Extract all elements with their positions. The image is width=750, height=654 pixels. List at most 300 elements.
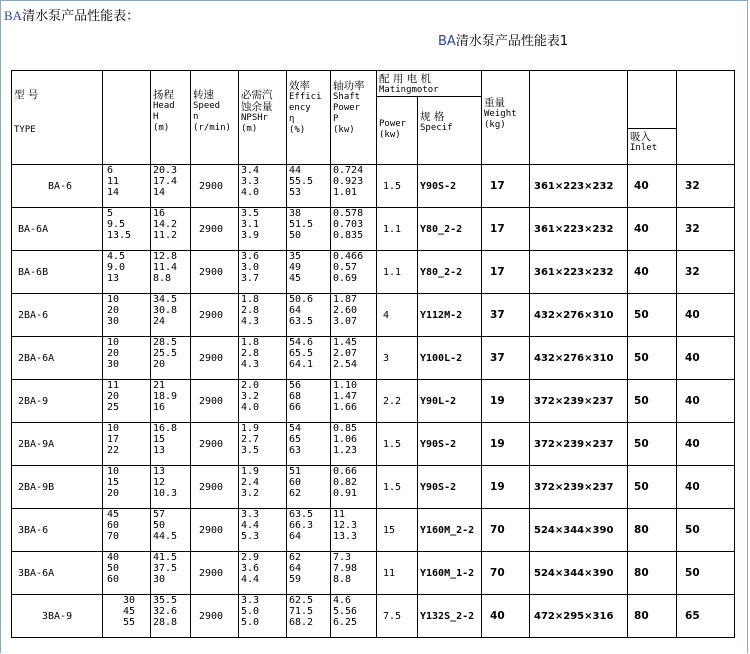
shaft-cell-value: 2.07 (333, 348, 358, 359)
efficiency-cell-value: 53 (289, 187, 302, 198)
efficiency-cell-value: 50.6 (289, 294, 314, 305)
npsh-cell-value: 3.2 (241, 391, 260, 402)
model-header (12, 71, 103, 165)
outlet-cell: 40 (677, 423, 735, 466)
inlet-cell: 40 (628, 251, 677, 294)
outlet-cell: 40 (677, 294, 735, 337)
shaft-header-line: Power (333, 103, 361, 113)
shaft-header-line: Shaft (333, 92, 361, 102)
speed-header-line: n (193, 112, 199, 122)
shaft-cell-value: 7.3 (333, 552, 352, 563)
shaft-cell-value: 0.703 (333, 219, 364, 230)
npsh-cell (239, 466, 287, 509)
table-row (12, 380, 735, 423)
head-cell-value: 50 (153, 520, 166, 531)
efficiency-cell-value: 63.5 (289, 316, 314, 327)
npsh-cell-value: 1.9 (241, 466, 260, 477)
npsh-cell-value: 4.4 (241, 520, 260, 531)
flow-header (103, 71, 151, 165)
inlet-header-top (628, 71, 677, 129)
head-cell-value: 16 (153, 402, 166, 413)
table-title-prefix: BA (438, 34, 456, 49)
head-cell (151, 208, 191, 251)
head-cell-value: 8.8 (153, 273, 172, 284)
head-cell (151, 380, 191, 423)
head-header-line: 扬程 (153, 89, 174, 101)
head-header-line: (m) (153, 123, 170, 133)
head-cell-value: 11.2 (153, 230, 178, 241)
efficiency-header-line: η (289, 114, 295, 124)
model-cell: BA-6 (12, 165, 103, 208)
shaft-cell-value: 2.60 (333, 305, 358, 316)
weight-header-line: (kg) (484, 120, 506, 130)
outlet-cell: 40 (677, 380, 735, 423)
motor-cell: Y90S-2 (418, 165, 482, 208)
shaft-cell-value: 7.98 (333, 563, 358, 574)
power-cell: 1.5 (377, 466, 418, 509)
flow-cell (103, 165, 151, 208)
dims-cell: 432×276×310 (530, 294, 628, 337)
motor-cell: Y160M_2-2 (418, 509, 482, 552)
efficiency-cell (287, 595, 331, 638)
shaft-cell-value: 0.724 (333, 165, 364, 176)
npsh-cell-value: 3.2 (241, 488, 260, 499)
flow-cell-value: 9.5 (107, 219, 126, 230)
npsh-cell-value: 3.3 (241, 509, 260, 520)
head-cell (151, 294, 191, 337)
flow-cell (103, 294, 151, 337)
npsh-header-line: NPSHr (241, 113, 269, 123)
efficiency-cell-value: 35 (289, 251, 302, 262)
head-cell-value: 32.6 (153, 606, 178, 617)
efficiency-cell-value: 68 (289, 391, 302, 402)
flow-cell (103, 423, 151, 466)
shaft-cell (331, 251, 377, 294)
npsh-cell-value: 2.7 (241, 434, 260, 445)
table-row (12, 251, 735, 294)
motor-cell: Y90S-2 (418, 466, 482, 509)
head-cell-value: 30.8 (153, 305, 178, 316)
head-cell-value: 24 (153, 316, 166, 327)
dims-cell: 524×344×390 (530, 552, 628, 595)
efficiency-cell-value: 59 (289, 574, 302, 585)
flow-cell-value: 20 (107, 348, 120, 359)
shaft-cell (331, 509, 377, 552)
inlet-cell: 40 (628, 165, 677, 208)
flow-cell-value: 5 (107, 208, 114, 219)
flow-cell-value: 70 (107, 531, 120, 542)
shaft-cell-value: 0.466 (333, 251, 364, 262)
outlet-cell: 40 (677, 337, 735, 380)
dims-cell: 361×223×232 (530, 165, 628, 208)
motor-cell: Y132S_2-2 (418, 595, 482, 638)
motor-header-line: 配 用 电 机 (379, 73, 432, 85)
head-cell-value: 12.8 (153, 251, 178, 262)
title-prefix: BA (4, 8, 23, 23)
weight-cell: 17 (482, 251, 530, 294)
efficiency-cell-value: 55.5 (289, 176, 314, 187)
dims-cell: 372×239×237 (530, 380, 628, 423)
inlet-cell: 50 (628, 380, 677, 423)
power-header-line: (kw) (379, 130, 401, 140)
dims-cell: 372×239×237 (530, 423, 628, 466)
weight-cell: 70 (482, 552, 530, 595)
head-cell-value: 14 (153, 187, 166, 198)
flow-cell-value: 25 (107, 402, 120, 413)
efficiency-cell-value: 51.5 (289, 219, 314, 230)
npsh-cell-value: 3.4 (241, 165, 260, 176)
efficiency-cell-value: 64 (289, 531, 302, 542)
inlet-header-line: Inlet (630, 143, 658, 153)
efficiency-cell-value: 54 (289, 423, 302, 434)
flow-cell-value: 4.5 (107, 251, 126, 262)
weight-header-line: Weight (484, 109, 517, 119)
outlet-cell: 50 (677, 552, 735, 595)
npsh-cell-value: 4.4 (241, 574, 260, 585)
shaft-cell-value: 0.66 (333, 466, 358, 477)
shaft-cell-value: 1.66 (333, 402, 358, 413)
shaft-cell-value: 0.85 (333, 423, 358, 434)
head-cell (151, 509, 191, 552)
npsh-cell-value: 4.0 (241, 187, 260, 198)
dims-cell: 432×276×310 (530, 337, 628, 380)
efficiency-header-line: ency (289, 103, 311, 113)
head-cell-value: 37.5 (153, 563, 178, 574)
shaft-cell-value: 11 (333, 509, 346, 520)
weight-cell: 17 (482, 208, 530, 251)
shaft-cell-value: 0.57 (333, 262, 358, 273)
shaft-header-line: P (333, 114, 339, 124)
weight-cell: 70 (482, 509, 530, 552)
weight-header (482, 71, 530, 165)
flow-cell-value: 55 (123, 617, 136, 628)
efficiency-cell (287, 466, 331, 509)
flow-cell-value: 30 (107, 359, 120, 370)
npsh-cell (239, 165, 287, 208)
shaft-cell-value: 0.69 (333, 273, 358, 284)
dims-header (530, 71, 628, 165)
power-cell: 1.5 (377, 423, 418, 466)
weight-cell: 37 (482, 337, 530, 380)
efficiency-cell-value: 50 (289, 230, 302, 241)
shaft-header-line: 轴功率 (333, 80, 365, 92)
inlet-cell: 50 (628, 466, 677, 509)
power-cell: 1.1 (377, 251, 418, 294)
flow-cell-value: 20 (107, 391, 120, 402)
model-cell: 2BA-9B (12, 466, 103, 509)
efficiency-cell (287, 423, 331, 466)
head-cell-value: 10.3 (153, 488, 178, 499)
shaft-cell-value: 6.25 (333, 617, 358, 628)
power-cell: 3 (377, 337, 418, 380)
outlet-cell: 40 (677, 466, 735, 509)
efficiency-cell-value: 49 (289, 262, 302, 273)
shaft-cell (331, 595, 377, 638)
npsh-cell-value: 5.0 (241, 617, 260, 628)
head-cell-value: 57 (153, 509, 166, 520)
motor-header (377, 71, 482, 97)
shaft-cell-value: 1.10 (333, 380, 358, 391)
head-cell-value: 41.5 (153, 552, 178, 563)
npsh-cell-value: 3.5 (241, 208, 260, 219)
speed-cell: 2900 (191, 337, 239, 380)
weight-header-line: 重量 (484, 97, 506, 109)
npsh-cell-value: 3.3 (241, 176, 260, 187)
head-cell-value: 13 (153, 466, 166, 477)
model-cell: 2BA-9 (12, 380, 103, 423)
speed-cell: 2900 (191, 423, 239, 466)
efficiency-header-line: 效率 (289, 80, 310, 92)
inlet-cell: 80 (628, 552, 677, 595)
motor-cell: Y90L-2 (418, 380, 482, 423)
head-cell (151, 552, 191, 595)
speed-header-line: 转速 (193, 89, 214, 101)
dims-cell: 372×239×237 (530, 466, 628, 509)
speed-header (191, 71, 239, 165)
spec-header-line: Specif (420, 123, 453, 133)
efficiency-cell (287, 509, 331, 552)
shaft-cell-value: 5.56 (333, 606, 358, 617)
npsh-cell-value: 5.3 (241, 531, 260, 542)
shaft-cell-value: 4.6 (333, 595, 352, 606)
npsh-cell (239, 509, 287, 552)
npsh-header-line: 蚀余量 (241, 101, 273, 113)
flow-cell-value: 10 (107, 337, 120, 348)
inlet-cell: 80 (628, 509, 677, 552)
shaft-cell (331, 380, 377, 423)
outlet-cell: 65 (677, 595, 735, 638)
speed-cell: 2900 (191, 165, 239, 208)
shaft-cell (331, 165, 377, 208)
flow-cell (103, 509, 151, 552)
motor-cell: Y160M_1-2 (418, 552, 482, 595)
shaft-cell-value: 1.06 (333, 434, 358, 445)
inlet-header (628, 129, 677, 165)
table-row (12, 294, 735, 337)
inlet-cell: 50 (628, 337, 677, 380)
efficiency-cell (287, 165, 331, 208)
shaft-cell (331, 337, 377, 380)
flow-cell (103, 595, 151, 638)
shaft-cell-value: 13.3 (333, 531, 358, 542)
speed-cell: 2900 (191, 466, 239, 509)
model-cell: 3BA-9 (12, 595, 103, 638)
efficiency-cell-value: 56 (289, 380, 302, 391)
npsh-cell-value: 3.5 (241, 445, 260, 456)
efficiency-cell-value: 68.2 (289, 617, 314, 628)
inlet-cell: 40 (628, 208, 677, 251)
npsh-header-line: (m) (241, 124, 258, 134)
shaft-cell-value: 12.3 (333, 520, 358, 531)
head-cell-value: 16.8 (153, 423, 178, 434)
flow-cell-value: 11 (107, 380, 120, 391)
npsh-cell (239, 595, 287, 638)
npsh-cell-value: 2.9 (241, 552, 260, 563)
flow-cell-value: 13 (107, 273, 120, 284)
speed-cell: 2900 (191, 552, 239, 595)
efficiency-cell-value: 51 (289, 466, 302, 477)
npsh-cell-value: 3.0 (241, 262, 260, 273)
npsh-cell-value: 1.8 (241, 294, 260, 305)
npsh-cell (239, 552, 287, 595)
power-cell: 2.2 (377, 380, 418, 423)
power-cell: 4 (377, 294, 418, 337)
speed-cell: 2900 (191, 294, 239, 337)
weight-cell: 17 (482, 165, 530, 208)
speed-header-line: (r/min) (193, 123, 231, 133)
flow-cell-value: 30 (107, 316, 120, 327)
flow-cell (103, 208, 151, 251)
power-cell: 11 (377, 552, 418, 595)
head-cell-value: 12 (153, 477, 166, 488)
shaft-cell-value: 1.23 (333, 445, 358, 456)
type-header: TYPE (14, 125, 36, 135)
flow-cell-value: 60 (107, 520, 120, 531)
head-cell (151, 423, 191, 466)
npsh-cell-value: 2.0 (241, 380, 260, 391)
flow-cell (103, 251, 151, 294)
speed-header-line: Speed (193, 101, 221, 111)
flow-cell-value: 10 (107, 294, 120, 305)
weight-cell: 37 (482, 294, 530, 337)
spec-header-line: 规 格 (420, 111, 445, 123)
flow-cell (103, 466, 151, 509)
npsh-cell (239, 208, 287, 251)
head-header-line: H (153, 112, 159, 122)
head-cell-value: 35.5 (153, 595, 178, 606)
head-cell-value: 21 (153, 380, 166, 391)
efficiency-cell-value: 60 (289, 477, 302, 488)
flow-cell (103, 380, 151, 423)
motor-cell: Y112M-2 (418, 294, 482, 337)
motor-cell: Y100L-2 (418, 337, 482, 380)
outlet-cell: 50 (677, 509, 735, 552)
inlet-header-line: 吸入 (630, 131, 652, 143)
head-cell (151, 466, 191, 509)
npsh-cell-value: 4.0 (241, 402, 260, 413)
efficiency-cell-value: 62.5 (289, 595, 314, 606)
table-row (12, 595, 735, 638)
efficiency-cell-value: 65.5 (289, 348, 314, 359)
npsh-cell-value: 5.0 (241, 606, 260, 617)
head-cell-value: 28.5 (153, 337, 178, 348)
header-row-1 (12, 71, 735, 97)
head-cell-value: 15 (153, 434, 166, 445)
outlet-cell: 32 (677, 208, 735, 251)
npsh-cell (239, 380, 287, 423)
power-cell: 15 (377, 509, 418, 552)
performance-table (11, 70, 735, 638)
table-row (12, 552, 735, 595)
shaft-cell-value: 0.82 (333, 477, 358, 488)
table-title (438, 30, 568, 49)
efficiency-cell-value: 44 (289, 165, 302, 176)
speed-cell: 2900 (191, 380, 239, 423)
motor-header-line: Matingmotor (379, 85, 439, 95)
npsh-cell-value: 2.8 (241, 348, 260, 359)
efficiency-cell-value: 66.3 (289, 520, 314, 531)
flow-cell-value: 50 (107, 563, 120, 574)
head-cell-value: 13 (153, 445, 166, 456)
npsh-cell-value: 1.8 (241, 337, 260, 348)
flow-cell-value: 15 (107, 477, 120, 488)
efficiency-cell (287, 251, 331, 294)
dims-cell: 524×344×390 (530, 509, 628, 552)
power-cell: 1.5 (377, 165, 418, 208)
shaft-cell-value: 0.578 (333, 208, 364, 219)
flow-cell-value: 9.0 (107, 262, 126, 273)
head-cell-value: 16 (153, 208, 166, 219)
model-cell: 2BA-6A (12, 337, 103, 380)
shaft-cell-value: 1.01 (333, 187, 358, 198)
weight-cell: 19 (482, 466, 530, 509)
npsh-cell (239, 251, 287, 294)
flow-cell-value: 10 (107, 423, 120, 434)
npsh-header (239, 71, 287, 165)
efficiency-header-line: Effici (289, 92, 322, 102)
head-cell-value: 44.5 (153, 531, 178, 542)
flow-cell-value: 30 (123, 595, 136, 606)
head-cell-value: 17.4 (153, 176, 178, 187)
flow-cell-value: 10 (107, 466, 120, 477)
table-title-rest: 清水泵产品性能表1 (455, 34, 569, 49)
npsh-cell-value: 3.7 (241, 273, 260, 284)
outlet-cell: 32 (677, 251, 735, 294)
page-title (4, 5, 139, 24)
head-cell-value: 34.5 (153, 294, 178, 305)
dims-cell: 361×223×232 (530, 208, 628, 251)
efficiency-cell-value: 63 (289, 445, 302, 456)
inlet-cell: 80 (628, 595, 677, 638)
efficiency-cell-value: 66 (289, 402, 302, 413)
npsh-cell-value: 1.9 (241, 423, 260, 434)
head-cell-value: 11.4 (153, 262, 178, 273)
shaft-header-line: (kw) (333, 125, 355, 135)
efficiency-header-line: (%) (289, 125, 306, 135)
flow-cell-value: 11 (107, 176, 120, 187)
power-header-line: Power (379, 119, 407, 129)
model-cell: BA-6B (12, 251, 103, 294)
shaft-cell-value: 1.47 (333, 391, 358, 402)
efficiency-cell (287, 552, 331, 595)
head-cell (151, 165, 191, 208)
shaft-cell-value: 3.07 (333, 316, 358, 327)
flow-cell-value: 17 (107, 434, 120, 445)
shaft-cell (331, 294, 377, 337)
flow-cell-value: 14 (107, 187, 120, 198)
head-cell-value: 28.8 (153, 617, 178, 628)
motor-cell: Y80_2-2 (418, 251, 482, 294)
npsh-cell-value: 3.9 (241, 230, 260, 241)
shaft-cell (331, 208, 377, 251)
npsh-cell-value: 3.3 (241, 595, 260, 606)
npsh-cell-value: 3.1 (241, 219, 260, 230)
flow-cell-value: 45 (123, 606, 136, 617)
efficiency-cell-value: 64 (289, 563, 302, 574)
outlet-cell: 32 (677, 165, 735, 208)
outlet-header (677, 71, 735, 165)
head-cell-value: 18.9 (153, 391, 178, 402)
model-cell: 2BA-9A (12, 423, 103, 466)
efficiency-cell (287, 380, 331, 423)
power-cell: 1.1 (377, 208, 418, 251)
shaft-cell-value: 1.45 (333, 337, 358, 348)
head-cell (151, 595, 191, 638)
model-header-cn: 型 号 (14, 89, 39, 101)
flow-cell-value: 13.5 (107, 230, 132, 241)
efficiency-cell-value: 64 (289, 305, 302, 316)
model-cell: 2BA-6 (12, 294, 103, 337)
